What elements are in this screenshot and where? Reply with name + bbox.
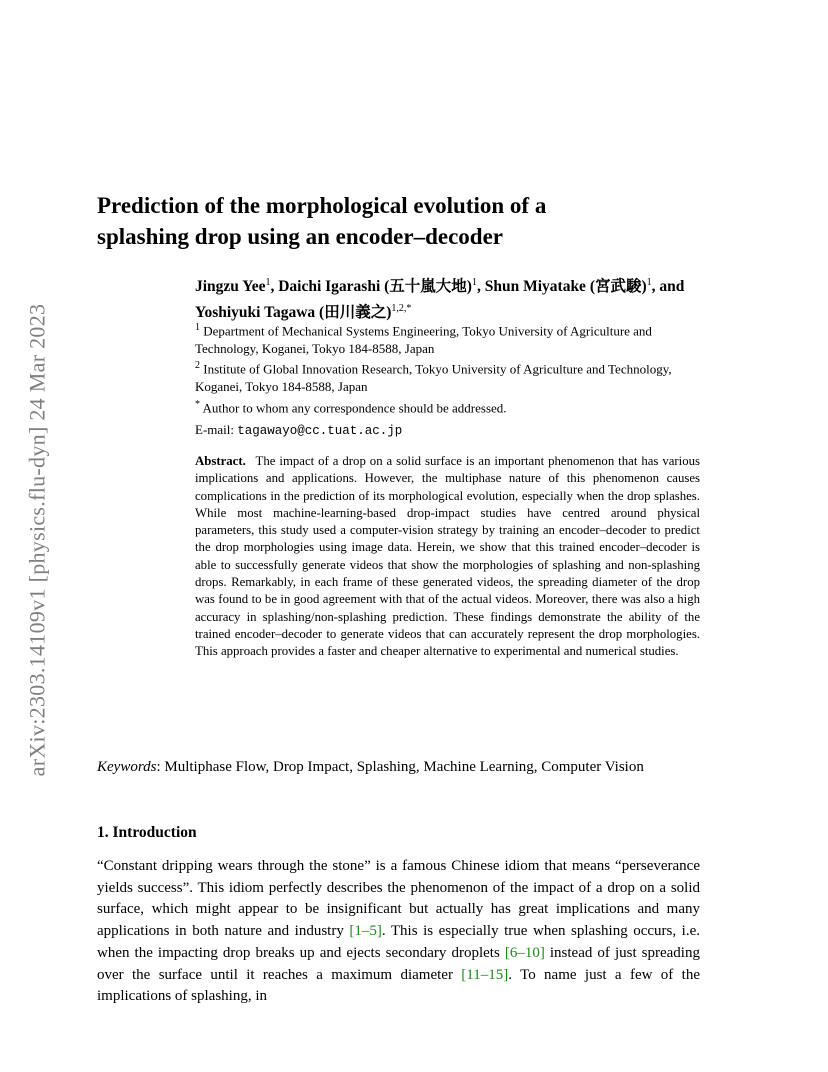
author-3: , Shun Miyatake (宮武駿) (476, 278, 647, 296)
intro-text-1: “Constant dripping wears through the stone” is a famous Chinese idiom that means “perseverance yields success”. This idiom perfectly describes the phenomenon of the impact of a drop on a solid surface, which might appear to be insignificant but actually has great implications and many applications in both nature and industry (97, 858, 700, 940)
abstract-label: Abstract. (195, 454, 246, 468)
affiliation-1-sup: 1 (195, 322, 200, 333)
title-line-1: Prediction of the morphological evolution of a (97, 193, 547, 218)
arxiv-sidebar (22, 250, 52, 830)
affiliations (195, 319, 695, 441)
author-4-sup: 1,2,* (391, 303, 412, 315)
affiliation-3-text: Author to whom any correspondence should be addressed. (202, 399, 507, 415)
author-list (195, 272, 695, 324)
title-line-2: splashing drop using an encoder–decoder (97, 224, 503, 249)
email-label: E-mail: (195, 422, 234, 438)
email-line (195, 421, 695, 441)
citation-link-1[interactable]: [1–5] (349, 923, 382, 940)
author-1-sup: 1 (265, 277, 271, 288)
affiliation-corresponding (195, 396, 695, 417)
citation-link-3[interactable]: [11–15] (461, 966, 509, 983)
author-3-sup: 1 (646, 277, 652, 288)
author-1: Jingzu Yee (195, 278, 266, 296)
keywords-label: Keywords (97, 759, 157, 775)
author-4: , and Yoshiyuki Tagawa (田川義之) (195, 278, 685, 322)
keywords-text: : Multiphase Flow, Drop Impact, Splashing, Machine Learning, Computer Vision (156, 759, 644, 775)
arxiv-identifier: arXiv:2303.14109v1 [physics.flu-dyn] 24 Mar 2023 (24, 303, 50, 777)
abstract-text: The impact of a drop on a solid surface is an important phenomenon that has various implications and applications. However, the multiphase nature of this phenomenon causes complications in the prediction of its morphological evolution, especially when the drop splashes. While most machine-learning-based drop-impact studies have centred around physical parameters, this study used a computer-vision strategy by training an encoder–decoder to predict the drop morphologies using image data. Herein, we show that this trained encoder–decoder is able to successfully generate videos that show the morphologies of splashing and non-splashing drops. Remarkably, in each frame of these generated videos, the spreading diameter of the drop was found to be in good agreement with that of the actual videos. Moreover, there was also a high accuracy in splashing/non-splashing prediction. These findings demonstrate the ability of the trained encoder–decoder to generate videos that can accurately represent the drop morphologies. This approach provides a faster and cheaper alternative to experimental and numerical studies. (195, 454, 700, 659)
paper-title (97, 190, 717, 252)
affiliation-2-text: Institute of Global Innovation Research, Tokyo University of Agriculture and Technology, Koganei, Tokyo 184-8588, Japan (195, 361, 672, 395)
affiliation-1 (195, 319, 695, 357)
intro-text-3: instead of just spreading over the surface until it reaches a maximum diameter (97, 944, 700, 983)
citation-link-2[interactable]: [6–10] (504, 944, 545, 961)
intro-text-2: . This is especially true when splashing occurs, i.e. when the impacting drop breaks up and ejects secondary droplets (97, 923, 700, 961)
email-address[interactable]: tagawayo@cc.tuat.ac.jp (237, 424, 403, 439)
author-2-sup: 1 (471, 277, 477, 288)
author-2: , Daichi Igarashi (五十嵐大地) (270, 278, 472, 296)
section-heading-introduction: 1. Introduction (97, 824, 197, 841)
introduction-paragraph (97, 856, 700, 1008)
abstract (195, 453, 700, 661)
affiliation-2 (195, 357, 695, 395)
affiliation-2-sup: 2 (195, 360, 200, 372)
affiliation-1-text: Department of Mechanical Systems Engineering, Tokyo University of Agriculture and Technology, Koganei, Tokyo 184-8588, Japan (195, 323, 652, 356)
affiliation-3-sup: * (195, 398, 200, 410)
keywords (97, 757, 700, 778)
intro-text-4: . To name just a few of the implications of splashing, in (97, 966, 700, 1005)
